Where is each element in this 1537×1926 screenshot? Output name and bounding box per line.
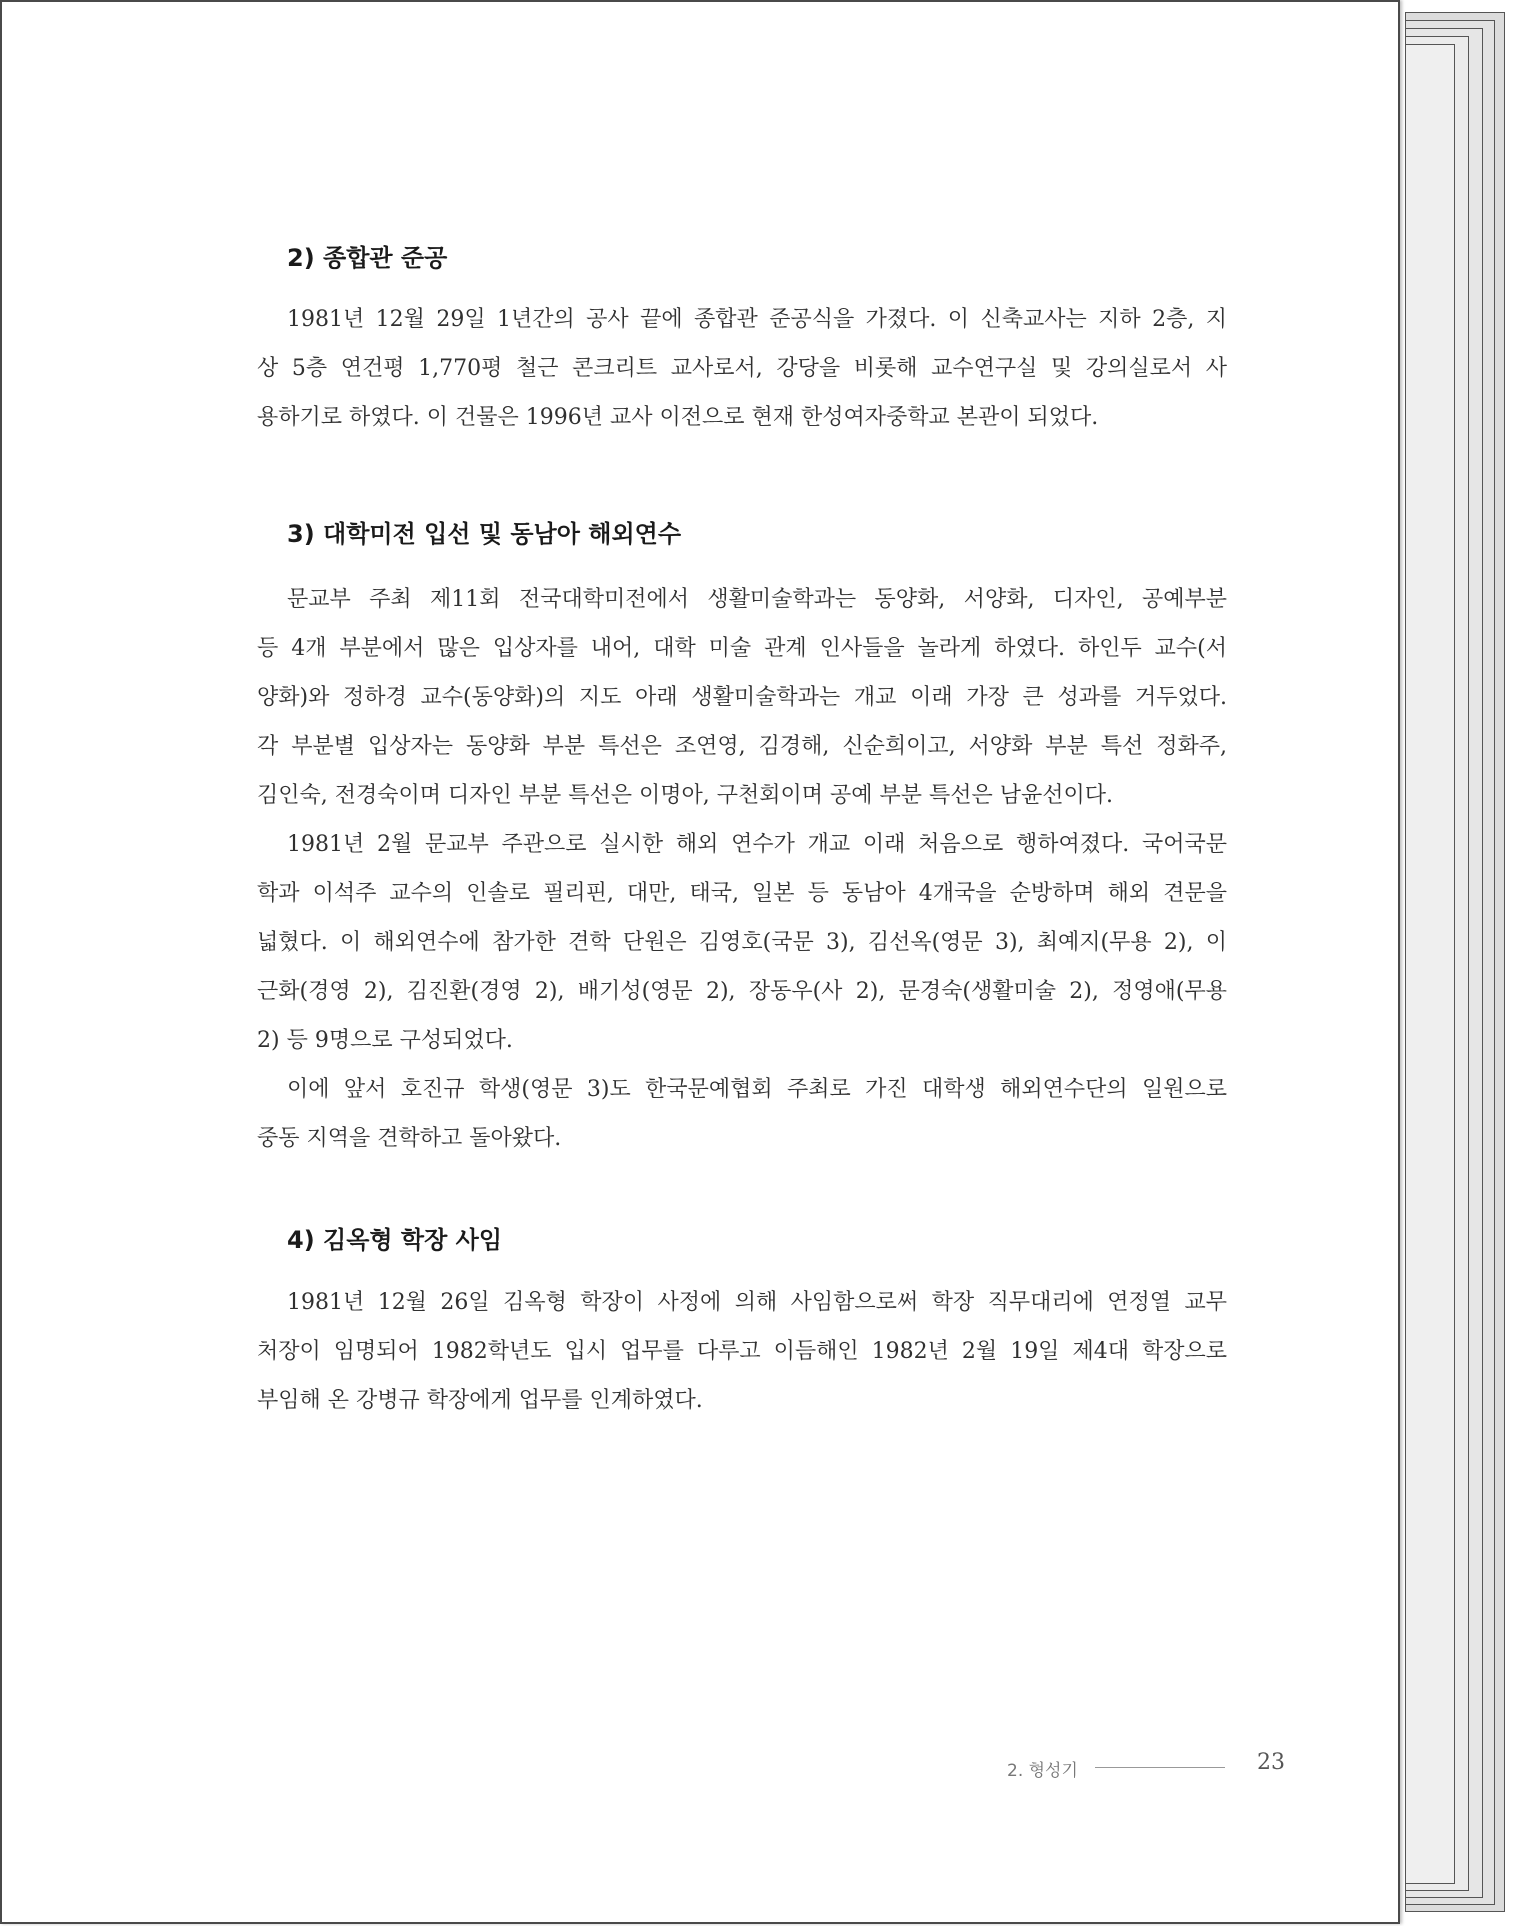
- paragraph-art-exhibition: [257, 575, 1227, 1163]
- paragraph-line: 넓혔다. 이 해외연수에 참가한 견학 단원은 김영호(국문 3), 김선옥(영문 3), 최예지(무용 2), 이: [257, 930, 1227, 955]
- page-footer: [1007, 1750, 1287, 1780]
- paragraph-line: 용하기로 하였다. 이 건물은 1996년 교사 이전으로 현재 한성여자중학교 본관이 되었다.: [257, 405, 1099, 430]
- paragraph-line: 이에 앞서 호진규 학생(영문 3)도 한국문예협회 주최로 가진 대학생 해외연수단의 일원으로: [287, 1077, 1227, 1102]
- paragraph-resignation: [257, 1278, 1227, 1425]
- section-heading-art-exhibition: 3) 대학미전 입선 및 동남아 해외연수: [287, 520, 682, 548]
- paragraph-line: 중동 지역을 견학하고 돌아왔다.: [257, 1126, 562, 1151]
- paragraph-line: 부임해 온 강병규 학장에게 업무를 인계하였다.: [257, 1388, 703, 1413]
- paragraph-line: 양화)와 정하경 교수(동양화)의 지도 아래 생활미술학과는 개교 이래 가장 큰 성과를 거두었다.: [257, 685, 1227, 710]
- page-number: 23: [1257, 1750, 1285, 1775]
- paragraph-completion: [257, 295, 1227, 442]
- paragraph-line: 학과 이석주 교수의 인솔로 필리핀, 대만, 태국, 일본 등 동남아 4개국을 순방하며 해외 견문을: [257, 881, 1227, 906]
- paragraph-line: 등 4개 부분에서 많은 입상자를 내어, 대학 미술 관계 인사들을 놀라게 하였다. 하인두 교수(서: [257, 636, 1227, 661]
- section-heading-completion: 2) 종합관 준공: [287, 244, 448, 272]
- paragraph-line: 상 5층 연건평 1,770평 철근 콘크리트 교사로서, 강당을 비롯해 교수연구실 및 강의실로서 사: [257, 356, 1227, 381]
- footer-chapter-title: 2. 형성기: [1007, 1761, 1078, 1781]
- paragraph-line: 1981년 12월 26일 김옥형 학장이 사정에 의해 사임함으로써 학장 직무대리에 연정열 교무: [287, 1290, 1227, 1315]
- paragraph-line: 1981년 2월 문교부 주관으로 실시한 해외 연수가 개교 이래 처음으로 행하여졌다. 국어국문: [287, 832, 1227, 857]
- section-heading-resignation: 4) 김옥형 학장 사임: [287, 1226, 503, 1254]
- footer-divider: [1095, 1767, 1225, 1768]
- paragraph-line: 2) 등 9명으로 구성되었다.: [257, 1028, 513, 1053]
- paragraph-line: 문교부 주최 제11회 전국대학미전에서 생활미술학과는 동양화, 서양화, 디자인, 공예부분: [287, 587, 1227, 612]
- paragraph-line: 처장이 임명되어 1982학년도 입시 업무를 다루고 이듬해인 1982년 2월 19일 제4대 학장으로: [257, 1339, 1227, 1364]
- paragraph-line: 각 부분별 입상자는 동양화 부분 특선은 조연영, 김경해, 신순희이고, 서양화 부분 특선 정화주,: [257, 734, 1227, 759]
- paragraph-line: 1981년 12월 29일 1년간의 공사 끝에 종합관 준공식을 가졌다. 이 신축교사는 지하 2층, 지: [287, 307, 1227, 332]
- paragraph-line: 김인숙, 전경숙이며 디자인 부분 특선은 이명아, 구천회이며 공예 부분 특선은 남윤선이다.: [257, 783, 1113, 808]
- page-edge: [1405, 44, 1455, 1884]
- paragraph-line: 근화(경영 2), 김진환(경영 2), 배기성(영문 2), 장동우(사 2), 문경숙(생활미술 2), 정영애(무용: [257, 979, 1227, 1004]
